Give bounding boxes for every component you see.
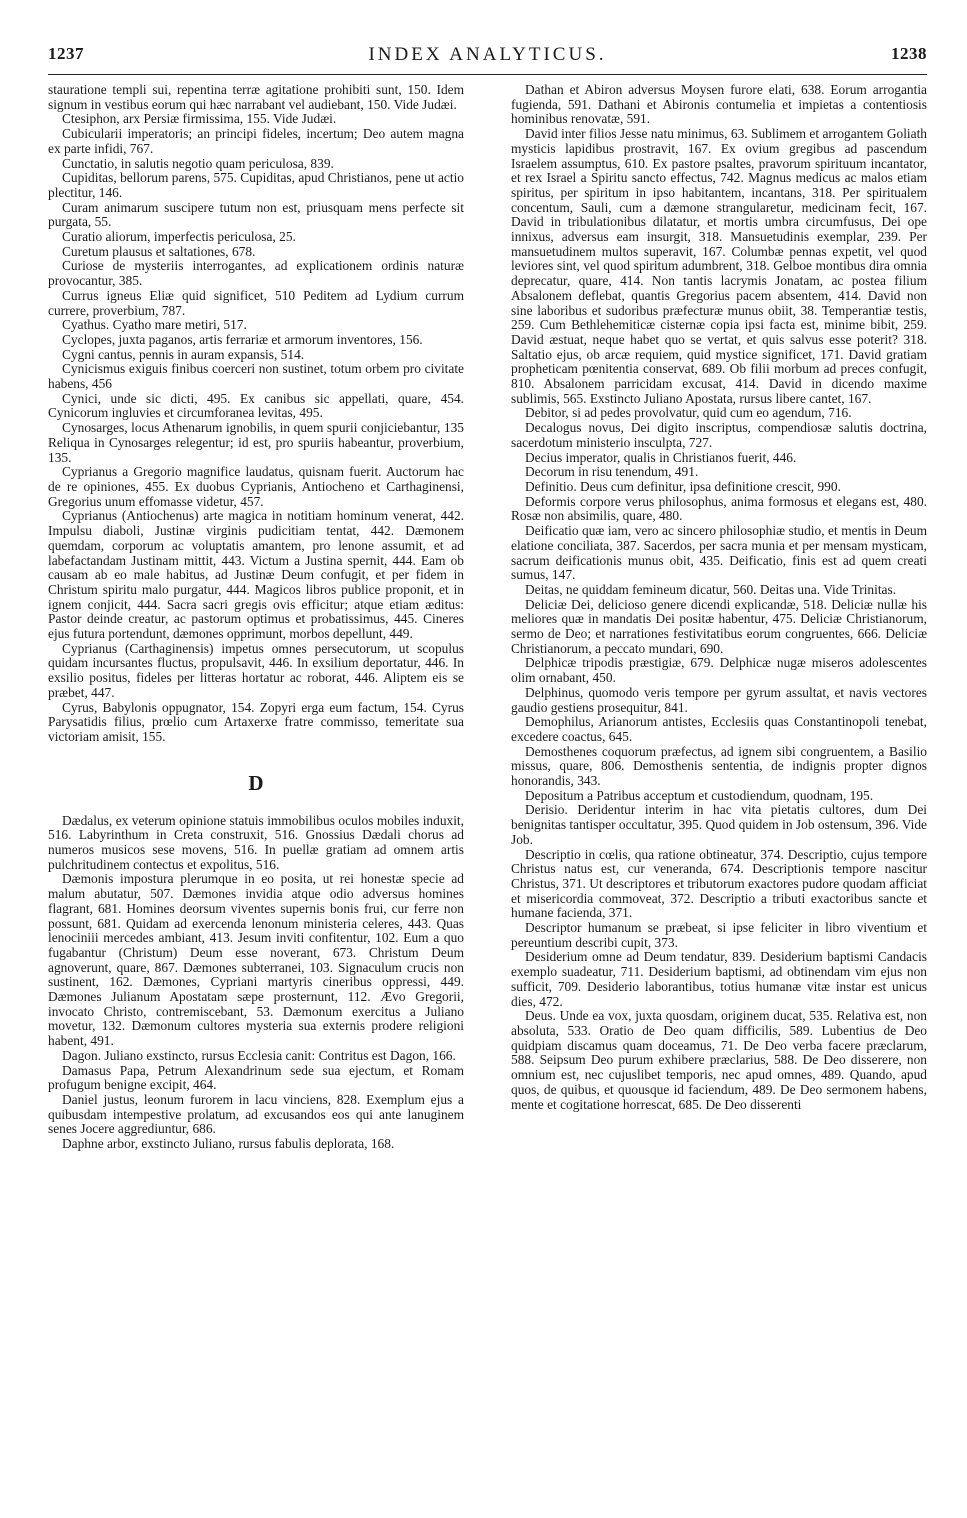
index-entry: Curatio aliorum, imperfectis periculosa, 25.	[62, 229, 296, 245]
index-entry: Definitio. Deus cum definitur, ipsa definitione crescit, 990.	[525, 478, 841, 494]
index-entry: Dædalus, ex veterum opinione statuis immobilibus oculos mobiles induxit, 516. Labyrinthum in Creta construxit, 516. Gnossius Dædali chorus ad numeros musicos sese movens, 516. In puellæ gratiam ad omnem artis pulchritudinem contectus et expolitus, 516.	[48, 812, 464, 872]
index-entry: Dæmonis impostura plerumque in eo posita, ut rei honestæ specie ad malum abutatur, 507. Dæmones invidia atque odio adversus homines flagrant, 681. Homines deorsum viventes supernis bonis frui, cur ferre non possunt, 681. Quidam ad exercenda lenonum ministeria celeres, 443. Quas lenociniii mercedes ambiant, 413. Jesum inviti confitentur, 102. Eum a quo fugabantur (Christum) Deum esse noverant, 673. Christum Deum agnoverunt, quare, 867. Dæmones subterranei, 103. Signaculum crucis non sustinent, 162. Dæmones, Cypriani martyris cineribus oppressi, 449. Dæmones Julianum Apostatam sæpe prosternunt, 112. Ævo Gregorii, invocato Christo, contremiscebant, 53. Dæmonum exercitus a Juliano movetur, 132. Dæmonum cultores mysteria sua externis prodere religioni habent, 491.	[48, 871, 464, 1049]
index-entry: Decorum in risu tenendum, 491.	[525, 464, 699, 480]
index-entry: Daniel justus, leonum furorem in lacu vinciens, 828. Exemplum ejus a quibusdam intempestive prolatum, ad excusandos eos qui ante lanuginem senes Jocere aggrediuntur, 686.	[48, 1092, 464, 1137]
index-entry: Deificatio quæ iam, vero ac sincero philosophiæ studio, et mentis in Deum elatione conciliata, 387. Sacerdos, per sacra munia et per mensam mysticam, sacrum deificationis munus obit, 435. Deificatio, finis est ad quem creati sumus, 147.	[511, 523, 927, 583]
index-entry: Curam animarum suscipere tutum non est, priusquam mens perfecte sit purgata, 55.	[48, 199, 464, 230]
index-entry: Debitor, si ad pedes provolvatur, quid cum eo agendum, 716.	[525, 405, 852, 421]
index-entry: Cynosarges, locus Athenarum ignobilis, in quem spurii conjiciebantur, 135 Reliqua in Cynosarges relegentur; id est, pro spuriis habeantur, proverbium, 135.	[48, 420, 464, 465]
index-entry: Cynicismus exiguis finibus coerceri non sustinet, totum orbem pro civitate habens, 456	[48, 361, 464, 392]
index-entry: Deliciæ Dei, delicioso genere dicendi explicandæ, 518. Deliciæ nullæ his meliores quæ in mandatis Dei positæ habentur, 475. Deliciæ Christianorum, sermo de Deo; et narrationes festivitatibus eorum congruentes, 666. Deliciæ Christianorum, a peccato mundari, 690.	[511, 596, 927, 656]
index-entry: Cyrus, Babylonis oppugnator, 154. Zopyri erga eum factum, 154. Cyrus Parysatidis filius, prœlio cum Artaxerxe fratre commisso, temeritate sua victoriam amisit, 155.	[48, 699, 464, 744]
index-entry: Dathan et Abiron adversus Moysen furore elati, 638. Eorum arrogantia fugienda, 591. Dathani et Abironis contumelia et impietas a contentiosis hominibus renovatæ, 591.	[511, 83, 927, 127]
index-entry: Curetum plausus et saltationes, 678.	[62, 243, 256, 259]
index-entry: Cunctatio, in salutis negotio quam periculosa, 839.	[62, 155, 334, 171]
index-entry: Dagon. Juliano exstincto, rursus Ecclesia canit: Contritus est Dagon, 166.	[62, 1047, 456, 1063]
index-entry: Demosthenes coquorum præfectus, ad ignem sibi congruentem, a Basilio missus, quare, 806. Demosthenis sententia, de indignis propter dignos honorandis, 343.	[511, 743, 927, 789]
index-entry: Descriptio in cœlis, qua ratione obtineatur, 374. Descriptio, cujus tempore Christus natus est, cur veneranda, 674. Descriptionis tempore nascitur Christus, 371. Ut descriptores et tributorum exactores pudore quodam afficiat et misericordia commoveat, 372. Descriptio a tributi exactoribus sancte et humane facienda, 371.	[511, 846, 927, 921]
index-entry: stauratione templi sui, repentina terræ agitatione prohibiti sunt, 150. Idem signum in vestibus eorum qui hæc narrabant vel audiebant, 150. Vide Judæi.	[48, 83, 464, 112]
index-entry: Cyathus. Cyatho mare metiri, 517.	[62, 317, 247, 333]
index-entry: Cyprianus (Carthaginensis) impetus omnes persecutorum, ut scopulus quidam incursantes fluctus, propulsavit, 446. In exsilium deportatur, 446. In exsilio positus, fideles per litteras hortatur ac roborat, 446. Aliptem eis se præbet, 447.	[48, 640, 464, 700]
index-entry: Cubicularii imperatoris; an principi fideles, incertum; Deo autem magna ex parte infidi, 767.	[48, 126, 464, 156]
index-entry: Cupiditas, bellorum parens, 575. Cupiditas, apud Christianos, pene ut actio plectitur, 146.	[48, 170, 464, 200]
index-entry: Derisio. Deridentur interim in hac vita pietatis cultores, dum Dei benignitas tantisper occultatur, 395. Quod quidem in Job ostensum, 396. Vide Job.	[511, 802, 927, 847]
running-header	[48, 44, 927, 75]
right-column	[511, 83, 927, 1483]
right-page-number: 1238	[891, 44, 927, 63]
index-entry: Decius imperator, qualis in Christianos fuerit, 446.	[525, 449, 797, 465]
index-entry: Curiose de mysteriis interrogantes, ad explicationem ordinis naturæ provocantur, 385.	[48, 258, 464, 289]
index-entry: Currus igneus Eliæ quid significet, 510 Peditem ad Lydium currum currere, proverbium, 787.	[48, 287, 464, 318]
index-title: INDEX ANALYTICUS.	[368, 44, 607, 65]
left-page-number: 1237	[48, 44, 84, 63]
index-entry: Depositum a Patribus acceptum et custodiendum, quodnam, 195.	[525, 787, 874, 803]
index-entry: Daphne arbor, exstincto Juliano, rursus fabulis deplorata, 168.	[62, 1136, 395, 1152]
index-entry: Cyclopes, juxta paganos, artis ferrariæ et armorum inventores, 156.	[62, 331, 423, 347]
index-entry: Cynici, unde sic dicti, 495. Ex canibus sic appellati, quare, 454. Cynicorum ingluvies et circumforanea levitas, 495.	[48, 390, 464, 421]
entries-c	[48, 83, 464, 745]
index-entry: Deformis corpore verus philosophus, anima formosus et elegans est, 480. Rosæ non absimilis, quare, 480.	[511, 493, 927, 524]
index-entry: Decalogus novus, Dei digito inscriptus, compendiosæ salutis doctrina, sacerdotum ministerio insculpta, 727.	[511, 420, 927, 450]
index-entry: Damasus Papa, Petrum Alexandrinum sede sua ejectum, et Romam profugum benigne excipit, 464.	[48, 1062, 464, 1093]
two-column-text	[48, 83, 927, 1483]
index-entry: Descriptor humanum se præbeat, si ipse feliciter in libro viventium et pereuntium describi cupit, 373.	[511, 920, 927, 950]
index-entry: Cygni cantus, pennis in auram expansis, 514.	[62, 346, 305, 362]
section-letter-heading: D	[248, 770, 264, 795]
index-entry: David inter filios Jesse natu minimus, 63. Sublimem et arrogantem Goliath mysticis lapidibus prostravit, 167. Ex ovium gregibus ad pascendum Israelem assumptus, 610. Ex pastore psaltes, pravorum spirituum incantator, et rex Israel a Spiritu sancto effectus, 742. Magnus medicus ac malos etiam spiritus, per spiritum in ipso habitantem, incantans, 318. Per spiritualem concentum, Sauli, cum a dæmone strangularetur, medicinam fecit, 167. David in tribulationibus dilatatur, et mortis umbra circumfusus, Dei ope innixus, adversus eam insurgit, 318. Mansuetudinis exemplar, 239. Per mansuetudinem multos superavit, 167. Columbæ pennas expetit, vel quod leviores sint, vel quod spiritum adumbrent, 318. Gelboe montibus dira omnia deprecatur, quare, 414. Non tantis lacrymis Jonatam, ac postea filium Absalonem deflebat, quantis Gregorius pacem absentem, 414. David non sine laboribus et sudoribus præfecturæ munus obiit, 38. Temperantiæ testis, 259. Cum Bethlehemiticæ cisternæ copia ipsi facta est, minime bibit, 259. David æstuat, neque habet quo se vertat, et quis salvus esse poterit? 318. Saltatio ejus, ob arcæ requiem, quid mystice significet, 171. David gratiam propheticam pœnitentia conservat, 689. Ob filii morbum ad preces confugit, 810. Absalonem parricidam excusat, 414. David in dicendo maxime sublimis, 565. Exstincto Juliano Apostata, rursus libere cantet, 167.	[511, 126, 927, 406]
left-column	[48, 83, 464, 1483]
index-entry: Delphinus, quomodo veris tempore per gyrum assultat, et navis vectores gaudio gestiens prosequitur, 841.	[511, 684, 927, 715]
entries-d-left	[48, 814, 464, 1152]
index-entry: Delphicæ tripodis præstigiæ, 679. Delphicæ nugæ miseros adolescentes olim ornabant, 450.	[511, 655, 927, 686]
index-entry: Desiderium omne ad Deum tendatur, 839. Desiderium baptismi Candacis exemplo suadeatur, 711. Desiderium baptismi, ad obtinendam vim ejus non sufficit, 709. Desiderio laborantibus, totius humanæ vitæ instar est unicus dies, 472.	[511, 949, 927, 1009]
index-entry: Ctesiphon, arx Persiæ firmissima, 155. Vide Judæi.	[62, 111, 337, 127]
index-entry: Demophilus, Arianorum antistes, Ecclesiis quas Constantinopoli tenebat, excedere coactus, 645.	[511, 714, 927, 744]
index-entry: Cyprianus a Gregorio magnifice laudatus, quisnam fuerit. Auctorum hac de re opiniones, 455. Ex duobus Cyprianis, Antiocheno et Carthaginensi, Gregorius unum effomasse videtur, 457.	[48, 464, 464, 509]
index-entry: Deus. Unde ea vox, juxta quosdam, originem ducat, 535. Relativa est, non absoluta, 533. Oratio de Deo quam difficilis, 589. Lubentius de Deo quidpiam discamus quam doceamus, 71. De Deo verba facere præclarum, 588. Seipsum Deo purum exhibere præclarius, 588. De Deo disserere, non omnium est, nec cujuslibet temporis, nec apud omnes, 489. Quando, apud quos, de quibus, et quousque id faciendum, 489. De Deo sermonem habens, mente et cogitatione horrescat, 685. De Deo disserenti	[511, 1008, 927, 1112]
index-entry: Cyprianus (Antiochenus) arte magica in notitiam hominum venerat, 442. Impulsu diaboli, Justinæ virginis pudicitiam tentat, 442. Dæmonem quemdam, corporum ac voluptatis amantem, pro lenone assumit, et ad labefactandam Justinam mittit, 443. Victum a Justina spernit, 444. Eam ob causam ab eo male habitus, ad Justinæ Deum confugit, et per fidem in Christum spiritu malo purgatur, 444. Magicos libros publice proponit, et in ignem conjicit, 444. Sacra sacri gregis ovis efficitur; atque etiam æditus: Pastor deinde creatur, ac pastorum optimus et probatissimus, 445. Cineres ejus futura portendunt, dæmones opprimunt, morbos depellunt, 449.	[48, 508, 464, 642]
index-entry: Deitas, ne quiddam femineum dicatur, 560. Deitas una. Vide Trinitas.	[525, 581, 897, 597]
